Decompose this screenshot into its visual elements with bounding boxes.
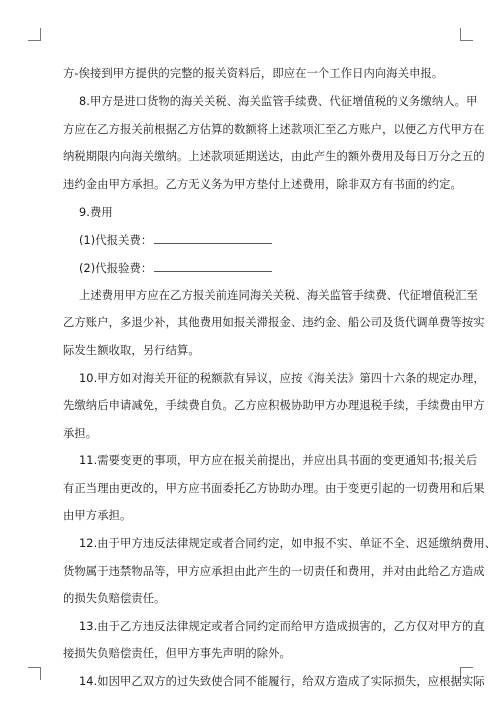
- paragraph-line: 的损失负赔偿责任。: [63, 592, 166, 605]
- fill-in-blank: [154, 233, 272, 244]
- paragraph-line: 13.由于乙方违反法律规定或者合同约定而给甲方造成损害的，乙方仅对甲方的直: [79, 620, 485, 633]
- paragraph-line: 14.如因甲乙双方的过失致使合同不能履行，给双方造成了实际损失，应根据实际: [79, 675, 485, 688]
- fee-item-customs-declaration: [79, 233, 272, 248]
- paragraph-line: 货物属于违禁物品等，甲方应承担由此产生的一切责任和费用，并对由此给乙方造成: [63, 565, 485, 578]
- paragraph-line: 先缴纳后申请减免，手续费自负。乙方应积极协助甲方办理退税手续，手续费由甲方: [63, 399, 485, 412]
- fee-label: (1)代报关费：: [79, 234, 153, 247]
- paragraph-line: 11.需要变更的事项，甲方应在报关前提出，并应出具书面的变更通知书;报关后: [79, 454, 478, 467]
- paragraph-line: 上述费用甲方应在乙方报关前连同海关关税、海关监管手续费、代征增值税汇至: [79, 289, 478, 302]
- section-heading-fees: 9.费用: [79, 206, 113, 219]
- fill-in-blank: [154, 261, 272, 272]
- paragraph-line: 由甲方承担。: [63, 509, 132, 522]
- paragraph-line: 乙方账户，多退少补，其他费用如报关滞报金、违约金、船公司及货代调单费等按实: [63, 316, 485, 329]
- paragraph-line: 际发生额收取，另行结算。: [63, 344, 200, 357]
- crop-mark-top-right: [460, 28, 473, 41]
- paragraph-line: 违约金由甲方承担。乙方无义务为甲方垫付上述费用，除非双方有书面的约定。: [63, 178, 462, 191]
- paragraph-line: 方-俟接到甲方提供的完整的报关资料后，即应在一个工作日内向海关申报。: [63, 67, 444, 80]
- paragraph-line: 有正当理由更改的，甲方应书面委托乙方协助办理。由于变更引起的一切费用和后果: [63, 482, 485, 495]
- crop-mark-top-left: [28, 28, 41, 41]
- fee-label: (2)代报验费：: [79, 262, 153, 275]
- paragraph-line: 12.由于甲方违反法律规定或者合同约定，如申报不实、单证不全、迟延缴纳费用、: [79, 537, 497, 550]
- paragraph-line: 方应在乙方报关前根据乙方估算的数额将上述款项汇至乙方账户，以便乙方代甲方在: [63, 123, 485, 136]
- paragraph-line: 8.甲方是进口货物的海关关税、海关监管手续费、代征增值税的义务缴纳人。甲: [79, 95, 478, 108]
- paragraph-line: 承担。: [63, 427, 98, 440]
- paragraph-line: 接损失负赔偿责任，但甲方事先声明的除外。: [63, 647, 291, 660]
- fee-item-inspection-declaration: [79, 261, 272, 276]
- crop-mark-bottom-left: [28, 667, 41, 680]
- paragraph-line: 10.甲方如对海关开征的税额款有异议，应按《海关法》第四十六条的规定办理，: [79, 372, 485, 385]
- paragraph-line: 纳税期限内向海关缴纳。上述款项延期送达，由此产生的额外费用及每日万分之五的: [63, 150, 485, 163]
